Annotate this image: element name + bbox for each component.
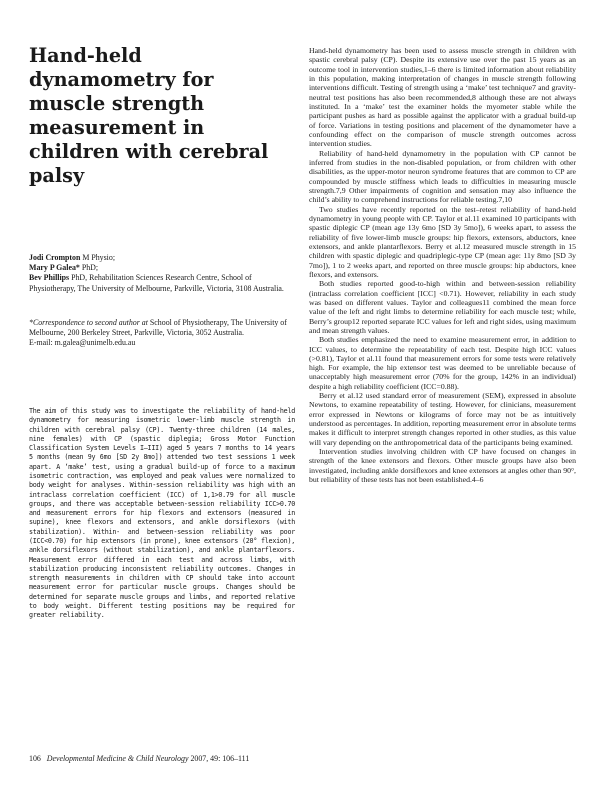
author-block bbox=[29, 253, 299, 294]
author-line bbox=[29, 273, 299, 293]
abstract: The aim of this study was to investigate the reliability of hand-held dynamometry for measuring isometric lower-limb muscle strength in children with cerebral palsy (CP). Twenty-three children (14 males, nine females) with CP (spastic diplegia; Gross Motor Function Classification System Levels I–III) aged 5 years 7 months to 14 years 5 months (mean 9y 6mo [SD 2y 8mo]) attended two test sessions 1 week apart. A ‘make’ test, using a gradual build-up of force to a maximum isometric contraction, was employed and peak values were normalized to body weight for analyses. Within-session reliability was high with an intraclass correlation coefficient (ICC) of 1,1>0.79 for all muscle groups, and there was acceptable between-session reliability ICC>0.70 and measurement errors for hip flexors and extensors (measured in supine), knee flexors and extensors, and ankle dorsiflexors (with stabilization). Within- and between-session reliability was poor (ICC<0.70) for hip extensors (in prone), knee extensors (20° flexion), ankle dorsiflexors (without stabilization), and ankle plantarflexors. Measurement error differed in each test and across limbs, with stabilization producing inconsistent reliability outcomes. Changes in strength measurements in children with CP should take into account measurement error for particular muscle groups. Changes should be determined for separate muscle groups and limbs, and reported relative to body weight. Different testing positions may be required for greater reliability. bbox=[29, 407, 295, 620]
author-affiliation: PhD, Rehabilitation Sciences Research Centre, School of Physiotherapy, The University of Melbourne, Parkville, Victoria, 3108 Australia. bbox=[29, 273, 284, 293]
body-paragraph: Berry et al.12 used standard error of measurement (SEM), expressed in absolute Newtons, to examine repeatability of testing. However, for clinicians, measurement error expressed in Newtons or kilograms of force may not be as intuitively understood as percentages. In addition, reporting measurement error in absolute terms makes it difficult to interpret strength changes reported in other studies, as this value will vary depending on the anthropometrical data of the participants being examined. bbox=[309, 391, 576, 447]
correspondence-lead: *Correspondence to second author at bbox=[29, 318, 148, 327]
correspondence-text: School of Physiotherapy, The University of Melbourne, 200 Berkeley Street, Parkville, Victoria, 3052 Australia. bbox=[29, 318, 287, 338]
body-paragraph: Reliability of hand-held dynamometry in the population with CP cannot be inferred from studies in the non-disabled population, or from children with other disabilities, as the upper-motor neuron syndrome features that are common to CP are compounded by muscle stiffness which leads to difficulties in measuring muscle strength.7,9 Other impairments of cognition and sensation may also influence the child’s ability to comprehend instructions for reliable testing.7,10 bbox=[309, 148, 576, 205]
author-affiliation: M Physio; bbox=[80, 253, 116, 262]
body-paragraph: Both studies reported good-to-high within and between-session reliability (intraclass correlation coefficient [ICC] <0.71). However, reliability in each study was based on different values. Taylor and colleagues11 combined the mean force value of the left and right limbs to determine reliability for each muscle test; while, Berry’s group12 reported separate ICC values for left and right sides, using maximum and mean strength values. bbox=[309, 279, 576, 335]
journal-name: Developmental Medicine & Child Neurology bbox=[46, 754, 189, 763]
author-name: Mary P Galea* bbox=[29, 263, 80, 273]
author-line bbox=[29, 263, 299, 273]
author-line bbox=[29, 253, 299, 263]
author-affiliation: PhD; bbox=[79, 263, 99, 273]
article-title: Hand-held dynamometry for muscle strength measurement in children with cerebral palsy bbox=[29, 44, 269, 187]
author-name: Jodi Crompton bbox=[29, 253, 81, 262]
body-paragraph: Two studies have recently reported on the test–retest reliability of hand-held dynamometry in young people with CP. Taylor et al.11 examined 10 participants with spastic diplegic CP (mean age 13y 6mo [SD 3y 5mo]), 6 weeks apart, to assess the reliability of five lower-limb muscle groups: hip flexors, extensors, abductors, knee extensors, and ankle plantarflexors. Berry et al.12 measured muscle strength in 15 children with spastic diplegic and quadriplegic-type CP (mean age: 11y 8mo [SD 3y 7mo]), 1 to 2 weeks apart, and reported on three muscle groups: hip abductors, knee flexors, and extensors. bbox=[309, 204, 576, 279]
body-paragraph: Both studies emphasized the need to examine measurement error, in addition to ICC values, to determine the repeatability of each test. Despite high ICC values (>0.81), Taylor et al.11 found that measurement errors for some tests were relatively high. For example, the hip extensor test was deemed to be unreliable because of unacceptably high measurement error (70% for the group, 142% in an individual) despite a high reliability coefficient (ICC=0.88). bbox=[309, 335, 576, 391]
author-name: Bev Phillips bbox=[29, 273, 70, 283]
correspondence-address bbox=[29, 318, 299, 338]
correspondence-email: E-mail: m.galea@unimelb.edu.au bbox=[29, 338, 136, 348]
correspondence-block bbox=[29, 318, 299, 349]
body-paragraph: Hand-held dynamometry has been used to assess muscle strength in children with spastic cerebral palsy (CP). Despite its extensive use over the past 15 years as an outcome tool in intervention studies,1–6 there is limited information about reliability in this population, making interpretation of changes in muscle strength following interventions difficult. Testing of strength using a ‘make’ test technique7 and gravity-neutral test positions has also been recommended,8 although these are not always instituted. In a ‘make’ test the examiner holds the myometer stable while the participant pushes as hard as possible against the applicator with a gradual build-up of force. Variations in testing positions and placement of the dynamometer have a confounding effect on the comparison of muscle strength outcomes across intervention studies. bbox=[309, 46, 576, 149]
body-paragraph: Intervention studies involving children with CP have focused on changes in strength of the knee extensors and flexors. Other muscle groups have also been investigated, including ankle dorsiflexors and knee extensors at angles other than 90°, but reliability of these tests has not been established.4–6 bbox=[309, 447, 576, 485]
body-column bbox=[309, 46, 576, 484]
journal-citation: 2007, 49: 106–111 bbox=[188, 754, 250, 763]
page-footer bbox=[29, 754, 429, 764]
page-number: 106 bbox=[29, 754, 41, 763]
